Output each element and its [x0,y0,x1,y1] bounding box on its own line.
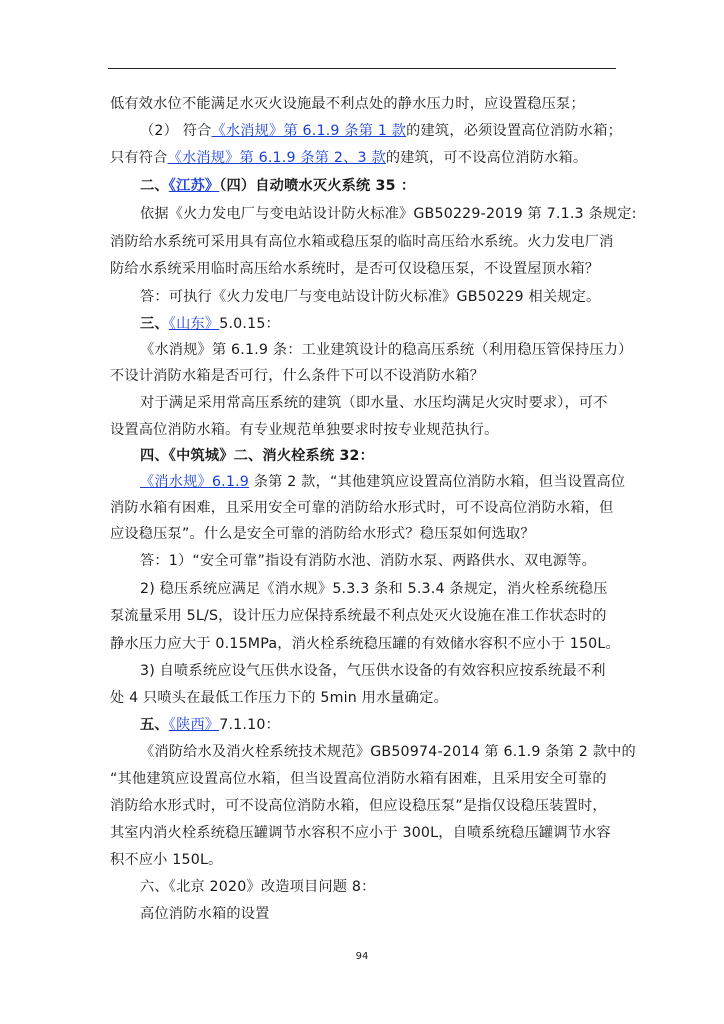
text-line [140,660,620,682]
text-line [140,578,620,600]
text-segment: 对于满足采用常高压系统的建筑（即水量、水压均满足火灾时要求），可不 [140,395,608,411]
text-line [110,258,620,280]
text-segment: 《消防给水及消火栓系统技术规范》GB50974-2014 第 6.1.9 条第 2 款中的 [140,744,636,760]
text-segment: 的建筑，必须设置高位消防水箱； [406,123,622,139]
text-segment: “其他建筑应设置高位水箱，但当设置高位消防水箱有困难，且采用安全可靠的 [110,771,607,787]
text-segment: 处 4 只喷头在最低工作压力下的 5min 用水量确定。 [110,690,449,706]
section-heading [140,714,620,736]
reference-link[interactable]: 《消水规》6.1.9 [140,474,250,490]
text-segment: 积不应小 150L。 [110,852,223,868]
text-segment: 的建筑，可不设高位消防水箱。 [385,150,588,166]
text-line [140,203,637,225]
text-segment: 四、《中筑城》二、消火栓系统 32： [140,448,374,464]
text-line [110,497,620,519]
text-segment: 防给水系统采用临时高压给水系统时，是否可仅设稳压泵，不设置屋顶水箱？ [110,261,600,277]
page-number: 94 [355,951,369,962]
text-segment: 5.0.15： [219,316,280,332]
text-line [110,93,620,115]
text-segment: 2) 稳压系统应满足《消水规》5.3.3 条和 5.3.4 条规定，消火栓系统稳压 [140,581,608,597]
text-line [140,550,620,572]
section-heading [140,175,620,197]
reference-link[interactable]: 《山东》 [168,316,220,332]
text-segment: 三、 [140,316,169,332]
text-segment: 条第 2 款，“其他建筑应设置高位消防水箱，但当设置高位 [249,474,626,490]
text-line [110,605,620,627]
text-line [140,120,620,142]
text-line [110,419,620,441]
text-segment: 消防给水系统可采用具有高位水箱或稳压泵的临时高压给水系统。火力发电厂消 [110,234,614,250]
text-line [110,147,620,169]
text-segment: 依据《火力发电厂与变电站设计防火标准》GB50229-2019 第 7.1.3 条规定: [140,206,637,222]
text-line [110,523,620,545]
text-segment: 二、 [140,178,169,194]
text-segment: （2） 符合 [140,123,212,139]
text-line [140,903,620,925]
text-line [140,286,620,308]
text-segment: 低有效水位不能满足水灭火设施最不利点处的静水压力时，应设置稳压泵； [110,96,585,112]
text-line [110,849,620,871]
reference-link[interactable]: 《水消规》第 6.1.9 条第 2、3 款 [167,150,386,166]
text-line [110,687,620,709]
reference-link[interactable]: 《陕西》 [168,717,220,733]
reference-link[interactable]: 《江苏》 [168,178,220,194]
text-segment: 其室内消火栓系统稳压罐调节水容积不应小于 300L，自喷系统稳压罐调节水容 [110,825,611,841]
text-segment: 7.1.10： [219,717,280,733]
text-segment: 3) 自喷系统应设气压供水设备，气压供水设备的有效容积应按系统最不利 [140,663,606,679]
header-rule [108,68,616,69]
text-line [140,392,620,414]
text-segment: 答：可执行《火力发电厂与变电站设计防火标准》GB50229 相关规定。 [140,289,601,305]
text-segment: 《水消规》第 6.1.9 条：工业建筑设计的稳高压系统（利用稳压管保持压力） [140,342,633,358]
text-segment: 泵流量采用 5L/S，设计压力应保持系统最不利点处灭火设施在准工作状态时的 [110,608,607,624]
text-segment: 不设计消防水箱是否可行，什么条件下可以不设消防水箱？ [110,368,485,384]
text-line [110,633,620,655]
text-line [110,365,620,387]
text-line [110,231,620,253]
text-segment: 消防水箱有困难，且采用安全可靠的消防给水形式时，可不设高位消防水箱，但 [110,500,614,516]
text-segment: 静水压力应大于 0.15MPa，消火栓系统稳压罐的有效储水容积不应小于 150L。 [110,636,620,652]
text-line [140,339,633,361]
text-segment: （四）自动喷水灭火系统 35 ： [219,178,416,194]
text-line [110,822,620,844]
text-line [110,768,620,790]
text-segment: 答：1）“安全可靠”指设有消防水池、消防水泵、两路供水、双电源等。 [140,553,596,569]
text-segment: 只有符合 [110,150,168,166]
text-segment: 高位消防水箱的设置 [140,906,270,922]
text-line [140,741,636,763]
text-line [140,471,626,493]
section-heading [140,876,620,898]
text-segment: 设置高位消防水箱。有专业规范单独要求时按专业规范执行。 [110,422,499,438]
section-heading [140,445,620,467]
text-segment: 消防给水形式时，可不设高位消防水箱，但应设稳压泵”是指仅设稳压装置时， [110,798,607,814]
text-segment: 五、 [140,717,169,733]
reference-link[interactable]: 《水消规》第 6.1.9 条第 1 款 [211,123,407,139]
text-segment: 六、《北京 2020》改造项目问题 8： [140,879,376,895]
text-line [110,795,620,817]
section-heading [140,313,620,335]
text-segment: 应设稳压泵”。什么是安全可靠的消防给水形式？稳压泵如何选取？ [110,526,535,542]
